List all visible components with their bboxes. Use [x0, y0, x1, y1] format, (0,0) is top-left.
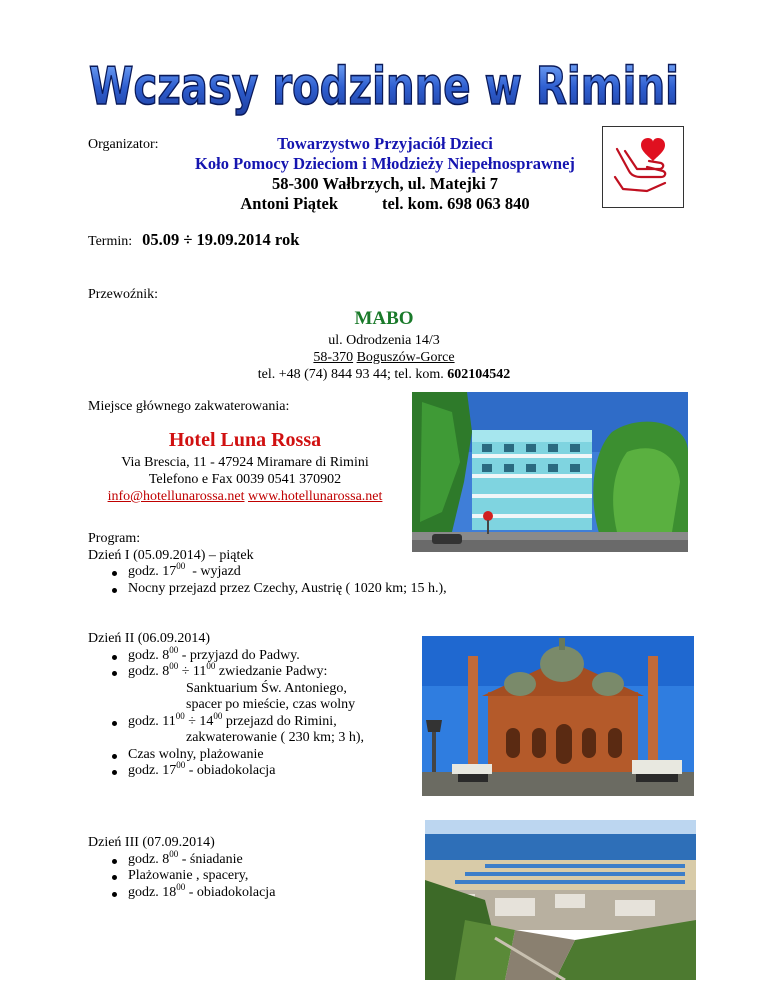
carrier-city-line [170, 349, 598, 366]
carrier-mobile: 602104542 [447, 367, 511, 382]
hotel-email-link[interactable]: info@hotellunarossa.net [107, 489, 245, 504]
hotel-block [80, 426, 410, 505]
organizer-name: Towarzystwo Przyjaciół Dzieci [277, 134, 493, 153]
carrier-postcode: 58-370 [313, 350, 354, 365]
day1-heading: Dzień I (05.09.2014) – piątek [88, 547, 254, 563]
list-item: Plażowanie , spacery, [88, 868, 418, 885]
accommodation-label: Miejsce głównego zakwaterowania: [88, 399, 290, 414]
term-label: Termin: [88, 234, 133, 249]
carrier-phone: tel. +48 (74) 844 93 44; tel. kom. [257, 367, 448, 382]
basilica-photo [422, 636, 694, 796]
day1-list [0, 561, 447, 597]
term-row [88, 230, 299, 250]
day2-heading: Dzień II (06.09.2014) [88, 631, 211, 646]
hotel-photo [412, 392, 688, 552]
organizer-logo [602, 126, 684, 208]
list-item: godz. $17^{00}$ - wyjazd [88, 564, 447, 581]
organizer-label: Organizator: [88, 137, 159, 152]
list-item: godz. $17^{00}$ - obiadokolacja [88, 763, 468, 780]
day2-list [0, 644, 468, 780]
organizer-contact-phone: tel. kom. 698 063 840 [382, 194, 530, 213]
organizer-contact-name: Antoni Piątek [240, 194, 339, 213]
hotel-name: Hotel Luna Rossa [168, 429, 322, 451]
hotel-address: Via Brescia, 11 - 47924 Miramare di Rimini [121, 455, 369, 470]
list-item: godz. $8^{00}$ - śniadanie [88, 852, 418, 869]
carrier-label: Przewoźnik: [88, 287, 158, 302]
carrier-phone-line [170, 366, 598, 383]
organizer-contact [160, 194, 610, 214]
term-value: 05.09 ÷ 19.09.2014 rok [142, 230, 300, 249]
carrier-block [170, 306, 598, 383]
beach-photo [425, 820, 696, 980]
day3-list [0, 848, 418, 902]
hotel-links [80, 488, 410, 505]
list-item: godz. $18^{00}$ - obiadokolacja [88, 885, 418, 902]
hotel-phone: Telefono e Fax 0039 0541 370902 [148, 472, 342, 487]
list-item: godz. $8^{00}$ - przyjazd do Padwy. [88, 648, 468, 665]
list-item: Nocny przejazd przez Czechy, Austrię ( 1020 km; 15 h.), [88, 581, 447, 598]
heart-icon [641, 138, 665, 161]
list-item: godz. $8^{00} \div 11^{00}$ zwiedzanie Padwy: [88, 664, 468, 681]
day3-heading: Dzień III (07.09.2014) [88, 835, 215, 850]
hotel-website-link[interactable]: www.hotellunarossa.net [248, 489, 383, 504]
day2-section [88, 631, 468, 780]
list-item-continuation: spacer po mieście, czas wolny [186, 697, 356, 712]
list-item-continuation: zakwaterowanie ( 230 km; 3 h), [186, 730, 365, 745]
carrier-name: MABO [354, 308, 414, 329]
organizer-address: 58-300 Wałbrzych, ul. Matejki 7 [271, 174, 499, 193]
title-text: Wczasy rodzinne w Rimini [89, 57, 679, 117]
carrier-street: ul. Odrodzenia 14/3 [328, 333, 440, 348]
program-section [88, 531, 447, 597]
list-item-continuation: Sanktuarium Św. Antoniego, [186, 680, 347, 696]
organizer-division: Koło Pomocy Dzieciom i Młodzieży Niepełnosprawnej [195, 154, 575, 173]
list-item: Czas wolny, plażowanie [88, 747, 468, 764]
program-label: Program: [88, 531, 141, 546]
carrier-city: Boguszów-Gorce [356, 350, 455, 365]
page-title [0, 52, 768, 118]
day3-section [88, 835, 418, 901]
list-item: godz. $11^{00} \div 14^{00}$ przejazd do Rimini, [88, 714, 468, 731]
organizer-block [160, 134, 610, 214]
